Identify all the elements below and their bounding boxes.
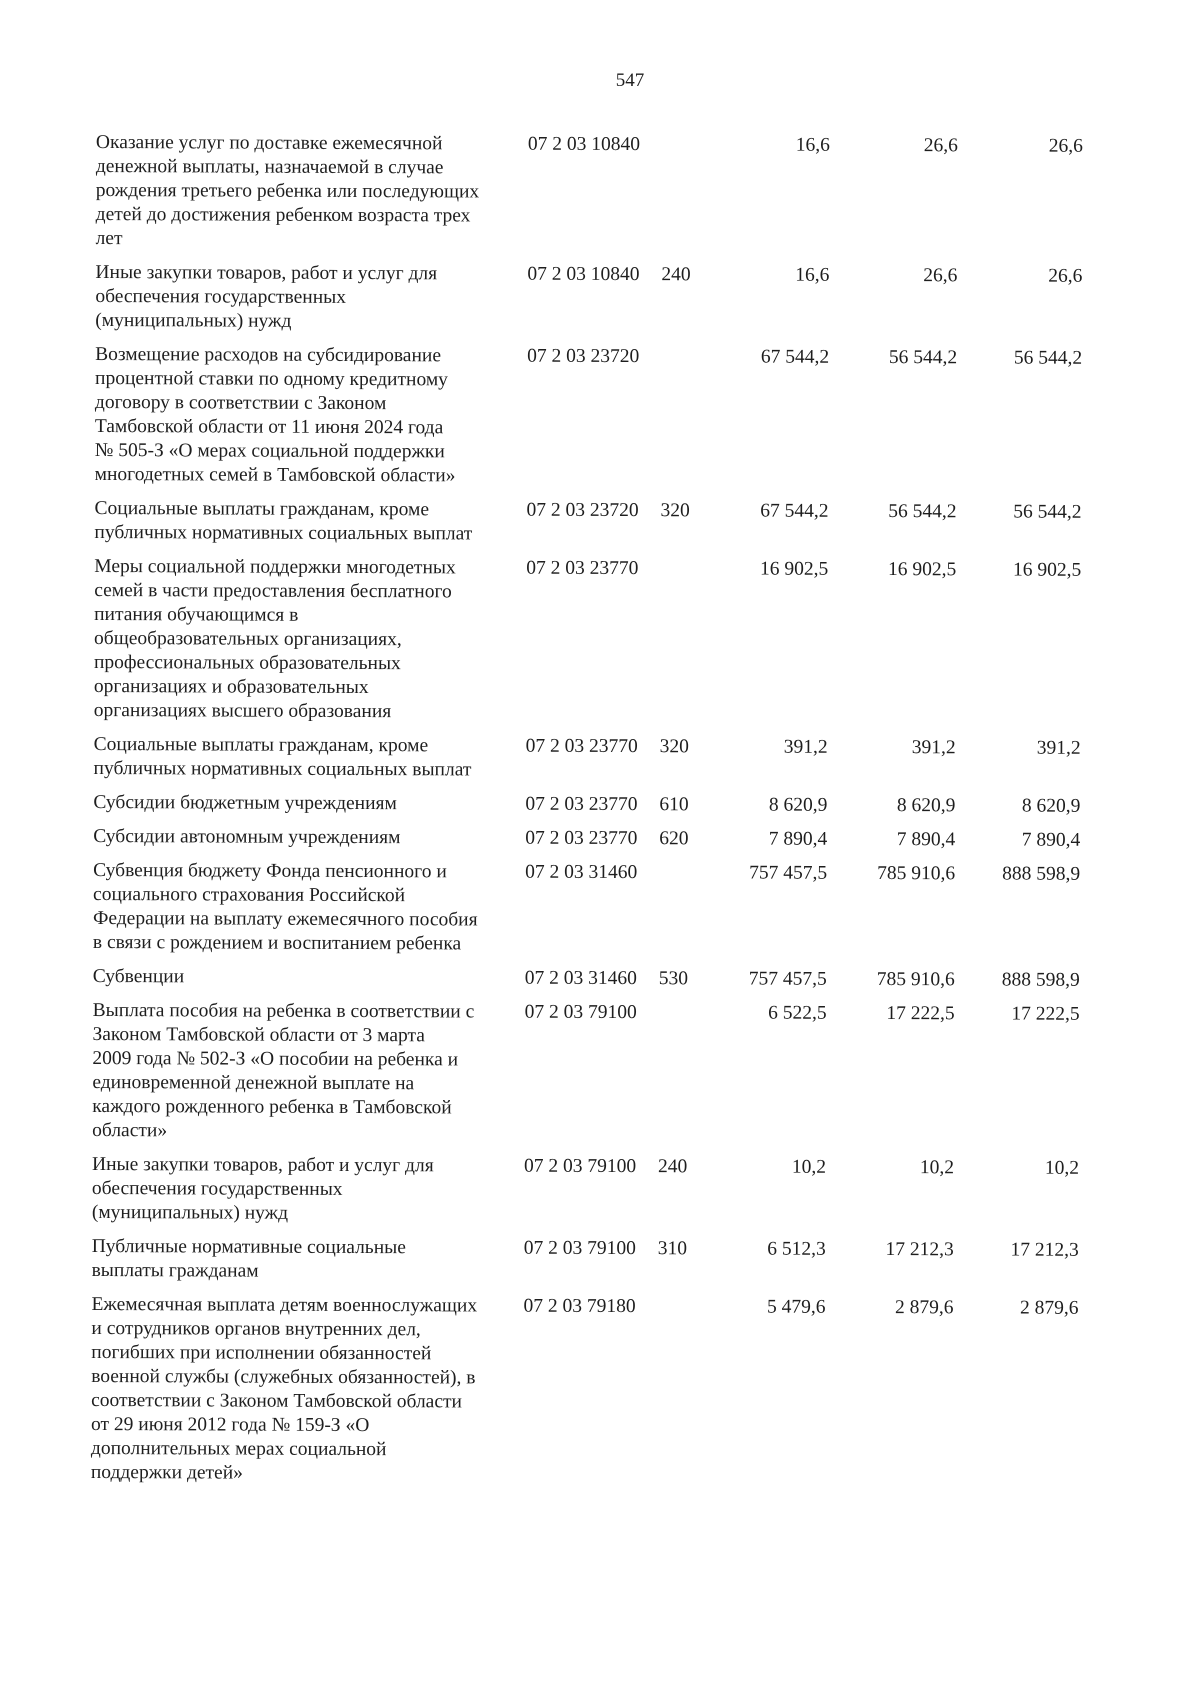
- row-description: Иные закупки товаров, работ и услуг для обеспечения государственных (муниципальных) нужд: [95, 261, 438, 332]
- row-value-1: 391,2: [783, 736, 828, 758]
- row-code: 07 2 03 23770: [526, 557, 639, 580]
- row-value-3: 56 544,2: [1013, 501, 1082, 523]
- row-value-3: 26,6: [1048, 135, 1083, 157]
- row-code: 07 2 03 79180: [523, 1295, 636, 1318]
- row-description: Возмещение расходов на субсидирование процентной ставки по одному кредитному договору в соответствии с Законом Тамбовской области от 11 июня 2024 года № 505-З «О мерах социальной поддержки многодетных семей в Тамбовской области»: [94, 343, 456, 487]
- table-row: [96, 131, 1108, 255]
- row-value-3: 56 544,2: [1013, 347, 1083, 369]
- row-code: 07 2 03 31460: [524, 967, 637, 990]
- budget-table: [91, 131, 1108, 1499]
- table-row: [93, 825, 1105, 853]
- row-value-1: 6 522,5: [768, 1002, 827, 1024]
- row-value-2: 56 544,2: [888, 347, 958, 369]
- row-value-2: 17 212,3: [885, 1239, 954, 1261]
- row-value-2: 10,2: [919, 1157, 955, 1179]
- row-description: Социальные выплаты гражданам, кроме публичных нормативных социальных выплат: [94, 497, 473, 545]
- row-value-2: 56 544,2: [888, 501, 957, 523]
- row-code: 07 2 03 23720: [527, 345, 640, 368]
- row-value-2: 391,2: [911, 737, 956, 759]
- row-code: 07 2 03 31460: [525, 861, 638, 884]
- row-value-2: 2 879,6: [894, 1297, 954, 1319]
- row-description: Субвенции: [92, 965, 185, 988]
- row-value-3: 391,2: [1036, 737, 1081, 759]
- row-code: 07 2 03 10840: [527, 263, 640, 286]
- table-row: [93, 965, 1105, 993]
- row-description: Субсидии автономным учреждениям: [93, 825, 401, 849]
- row-description: Меры социальной поддержки многодетных семей в части предоставления бесплатного питания обучающимся в общеобразовательных организациях, профессиональных образовательных организациях и образовательных организациях высшего образования: [93, 555, 456, 723]
- row-code: 07 2 03 79100: [523, 1155, 637, 1178]
- row-value-1: 5 479,6: [766, 1296, 826, 1318]
- row-code: 07 2 03 79100: [523, 1237, 636, 1260]
- row-value-3: 2 879,6: [1019, 1297, 1079, 1319]
- table-row: [94, 555, 1107, 727]
- row-value-3: 8 620,9: [1021, 795, 1081, 817]
- row-value-3: 17 212,3: [1010, 1239, 1079, 1261]
- row-value-2: 16 902,5: [888, 559, 957, 581]
- row-value-1: 16,6: [795, 264, 830, 286]
- row-value-1: 757 457,5: [749, 862, 828, 884]
- table-row: [92, 999, 1105, 1147]
- row-expense-type: 320: [659, 736, 689, 758]
- row-expense-type: 530: [658, 968, 689, 990]
- row-code: 07 2 03 10840: [527, 133, 641, 156]
- table-row: [93, 859, 1105, 959]
- row-code: 07 2 03 23770: [525, 793, 638, 816]
- row-expense-type: 620: [659, 828, 689, 850]
- row-value-1: 67 544,2: [760, 500, 829, 522]
- row-description: Публичные нормативные социальные выплаты гражданам: [91, 1235, 406, 1282]
- row-value-1: 16 902,5: [760, 558, 829, 580]
- row-value-1: 7 890,4: [768, 828, 828, 850]
- row-expense-type: 610: [659, 794, 689, 816]
- table-row: [92, 1153, 1104, 1229]
- row-value-3: 888 598,9: [1001, 969, 1080, 991]
- row-code: 07 2 03 23770: [525, 735, 638, 758]
- table-row: [95, 261, 1107, 337]
- row-expense-type: 240: [661, 264, 691, 286]
- row-description: Выплата пособия на ребенка в соответствии с Законом Тамбовской области от 3 марта 2009 года № 502-З «О пособии на ребенка и единовременной денежной выплате на каждого рожденного ребенка в Тамбовской области»: [92, 999, 475, 1142]
- row-value-1: 8 620,9: [768, 794, 828, 816]
- row-code: 07 2 03 79100: [524, 1001, 637, 1024]
- row-value-2: 785 910,6: [877, 863, 956, 885]
- row-description: Субвенция бюджету Фонда пенсионного и социального страхования Российской Федерации на выплату ежемесячного пособия в связи с рождением и воспитанием ребенка: [92, 859, 478, 955]
- row-value-2: 17 222,5: [886, 1003, 955, 1025]
- row-value-1: 6 512,3: [767, 1238, 826, 1260]
- row-value-2: 26,6: [923, 265, 958, 287]
- row-value-3: 16 902,5: [1013, 559, 1082, 581]
- row-description: Ежемесячная выплата детям военнослужащих и сотрудников органов внутренних дел, погибших при исполнении обязанностей военной службы (служебных обязанностей), в соответствии с Законом Тамбовской области от 29 июня 2012 года № 159-З «О дополнительных мерах социальной поддержки детей»: [90, 1293, 478, 1484]
- row-expense-type: 320: [660, 500, 690, 522]
- row-value-1: 10,2: [791, 1156, 827, 1178]
- row-value-3: 17 222,5: [1011, 1003, 1080, 1025]
- page-number: 547: [615, 70, 645, 91]
- table-row: [95, 343, 1108, 491]
- row-code: 07 2 03 23770: [525, 827, 638, 850]
- row-value-3: 10,2: [1044, 1157, 1080, 1179]
- row-description: Иные закупки товаров, работ и услуг для обеспечения государственных (муниципальных) нужд: [91, 1153, 434, 1224]
- row-value-3: 7 890,4: [1021, 829, 1081, 851]
- row-value-3: 888 598,9: [1002, 863, 1081, 885]
- row-value-3: 26,6: [1048, 265, 1083, 287]
- row-value-2: 8 620,9: [896, 795, 956, 817]
- table-row: [93, 791, 1105, 819]
- table-row: [91, 1293, 1104, 1489]
- row-value-1: 757 457,5: [748, 968, 827, 990]
- row-code: 07 2 03 23720: [526, 499, 639, 522]
- row-description: Субсидии бюджетным учреждениям: [93, 791, 397, 815]
- row-description: Оказание услуг по доставке ежемесячной денежной выплаты, назначаемой в случае рождения третьего ребенка или последующих детей до достижения ребенком возраста трех лет: [95, 132, 480, 250]
- row-value-1: 67 544,2: [760, 346, 830, 368]
- table-row: [94, 733, 1106, 785]
- row-expense-type: 310: [657, 1238, 688, 1260]
- row-value-2: 785 910,6: [876, 969, 955, 991]
- row-expense-type: 240: [657, 1156, 688, 1178]
- row-value-2: 26,6: [923, 135, 958, 157]
- row-description: Социальные выплаты гражданам, кроме публичных нормативных социальных выплат: [93, 733, 472, 781]
- row-value-1: 16,6: [795, 134, 830, 156]
- table-row: [94, 497, 1106, 549]
- row-value-2: 7 890,4: [896, 829, 956, 851]
- table-row: [92, 1235, 1104, 1287]
